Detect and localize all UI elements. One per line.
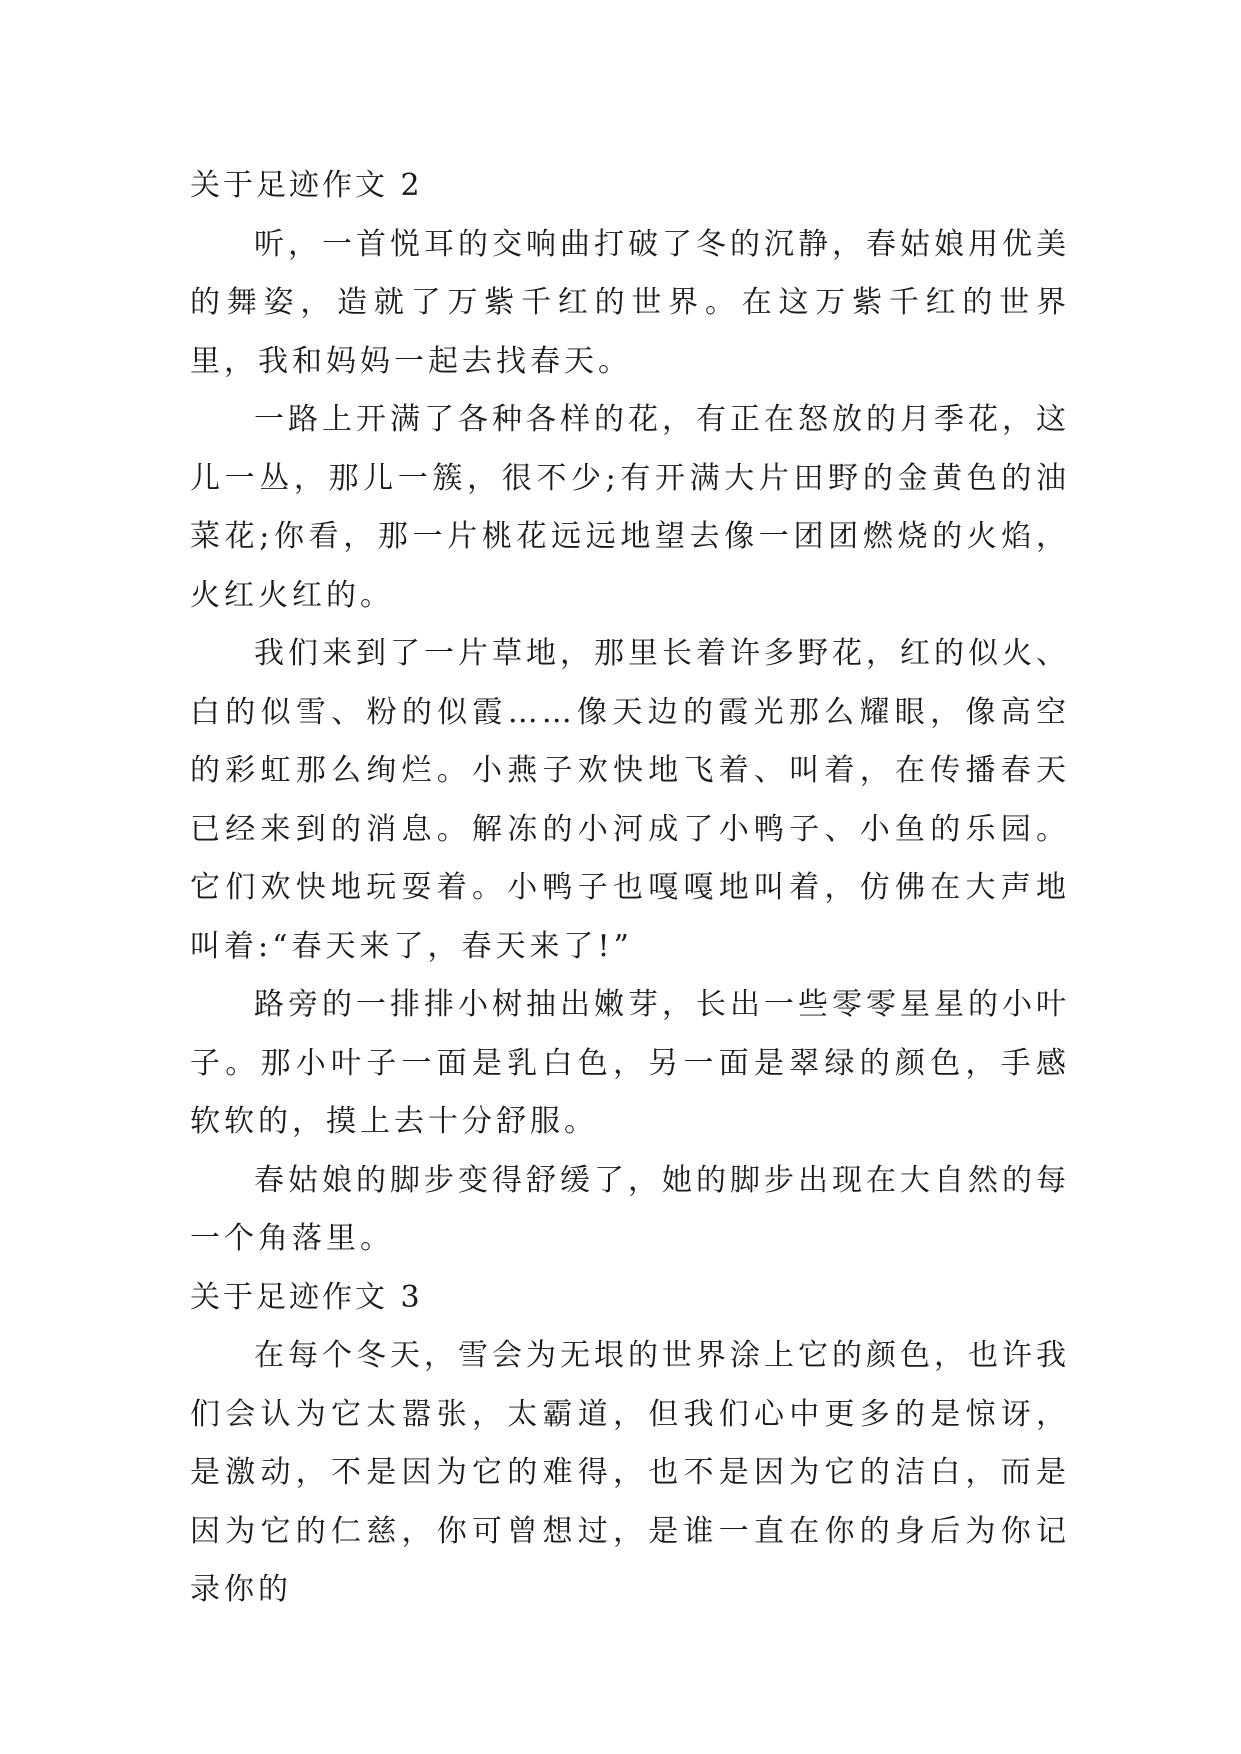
paragraph: 听，一首悦耳的交响曲打破了冬的沉静，春姑娘用优美的舞姿，造就了万紫千红的世界。在这万紫千红的世界里，我和妈妈一起去找春天。 xyxy=(190,226,1070,379)
document-body xyxy=(190,157,1070,1620)
paragraph: 在每个冬天，雪会为无垠的世界涂上它的颜色，也许我们会认为它太嚣张，太霸道，但我们心中更多的是惊讶，是激动，不是因为它的难得，也不是因为它的洁白，而是因为它的仁慈，你可曾想过，是谁一直在你的身后为你记录你的 xyxy=(190,1338,1070,1607)
paragraph: 我们来到了一片草地，那里长着许多野花，红的似火、白的似雪、粉的似霞……像天边的霞光那么耀眼，像高空的彩虹那么绚烂。小燕子欢快地飞着、叫着，在传播春天已经来到的消息。解冻的小河成了小鸭子、小鱼的乐园。它们欢快地玩耍着。小鸭子也嘎嘎地叫着，仿佛在大声地叫着:“春天来了，春天来了!” xyxy=(190,636,1070,964)
paragraph: 春姑娘的脚步变得舒缓了，她的脚步出现在大自然的每一个角落里。 xyxy=(190,1162,1070,1256)
section-heading-2: 关于足迹作文 2 xyxy=(190,168,423,203)
section-heading-3: 关于足迹作文 3 xyxy=(190,1279,423,1315)
paragraph: 一路上开满了各种各样的花，有正在怒放的月季花，这儿一丛，那儿一簇，很不少;有开满大片田野的金黄色的油菜花;你看，那一片桃花远远地望去像一团团燃烧的火焰，火红火红的。 xyxy=(190,402,1070,613)
paragraph: 路旁的一排排小树抽出嫩芽，长出一些零零星星的小叶子。那小叶子一面是乳白色，另一面是翠绿的颜色，手感软软的，摸上去十分舒服。 xyxy=(190,987,1070,1139)
